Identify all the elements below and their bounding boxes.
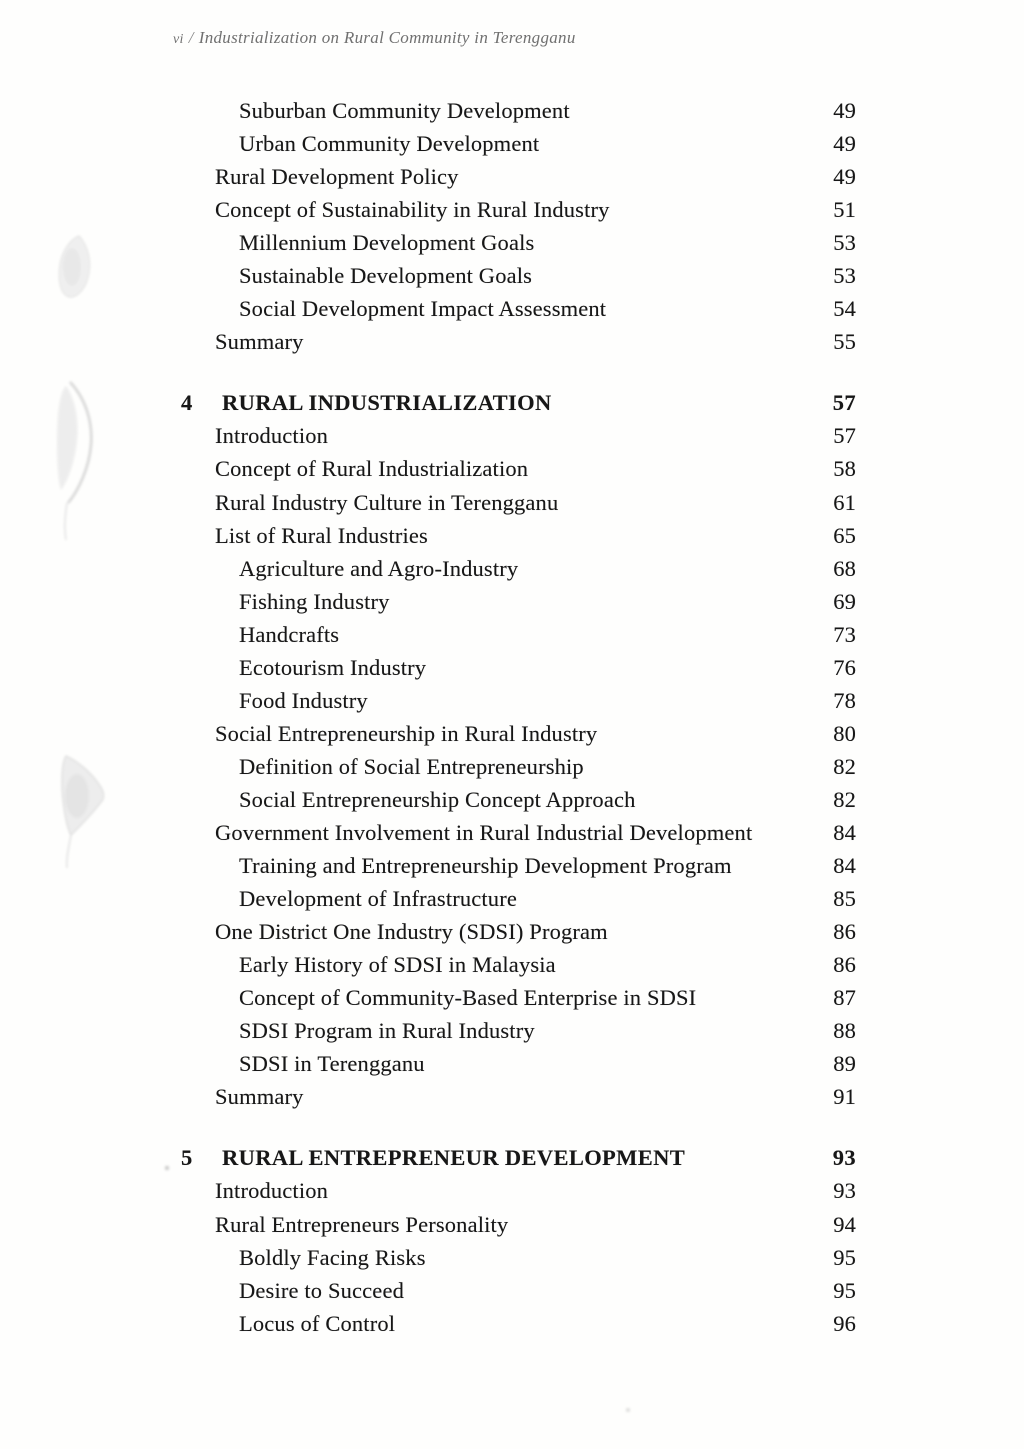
toc-entry-label: Social Development Impact Assessment	[239, 296, 607, 322]
toc-row	[180, 1212, 856, 1245]
toc-entry-label: Concept of Rural Industrialization	[215, 456, 529, 482]
toc-row	[180, 1245, 856, 1278]
toc-row	[180, 390, 856, 423]
toc-entry-label: SDSI Program in Rural Industry	[239, 1018, 535, 1044]
toc-entry-page: 95	[833, 1244, 856, 1270]
toc-entry-page: 58	[833, 456, 856, 482]
scan-smudge-upper	[59, 236, 89, 297]
toc-entry-page: 61	[833, 489, 856, 515]
toc-entry-label: Desire to Succeed	[239, 1277, 404, 1303]
toc-row	[180, 754, 856, 787]
scan-speck-bottom	[626, 1408, 630, 1412]
toc-entry-page: 93	[832, 1145, 856, 1171]
folio-page-number: vi	[173, 32, 184, 47]
toc-row	[180, 985, 856, 1018]
toc-entry-label: Ecotourism Industry	[239, 654, 427, 680]
toc-entry-label: Development of Infrastructure	[239, 886, 517, 912]
toc-row	[180, 688, 856, 721]
toc-entry-label: Locus of Control	[239, 1310, 396, 1336]
toc-entry-page: 82	[833, 753, 856, 779]
running-header	[173, 28, 576, 48]
toc-entry-page: 96	[833, 1310, 856, 1336]
toc-row	[180, 456, 856, 489]
toc-row	[180, 556, 856, 589]
scan-smudge-curve	[57, 382, 91, 540]
toc-row	[180, 197, 856, 230]
toc-row	[180, 490, 856, 523]
toc-row	[180, 329, 856, 362]
toc-entry-label: Concept of Community-Based Enterprise in SDSI	[239, 985, 697, 1011]
toc-row	[180, 423, 856, 456]
toc-row	[180, 1018, 856, 1051]
toc-entry-page: 55	[833, 329, 856, 355]
toc-entry-page: 53	[833, 230, 856, 256]
toc-entry-page: 86	[833, 952, 856, 978]
toc-entry-page: 88	[833, 1018, 856, 1044]
toc-entry-page: 69	[833, 588, 856, 614]
toc-row	[180, 1084, 856, 1117]
toc-row	[180, 622, 856, 655]
toc-entry-page: 49	[833, 98, 856, 123]
toc-entry-page: 76	[833, 654, 856, 680]
toc-row	[180, 164, 856, 197]
toc-entry-label: Rural Entrepreneurs Personality	[215, 1211, 509, 1237]
toc-row	[180, 919, 856, 952]
toc-row	[180, 886, 856, 919]
toc-entry-page: 49	[833, 164, 856, 190]
toc-entry-label: Suburban Community Development	[239, 98, 570, 123]
toc-row	[180, 1145, 856, 1178]
toc-row	[180, 1311, 856, 1344]
toc-entry-label: Food Industry	[239, 687, 368, 713]
toc-entry-page: 51	[833, 197, 856, 223]
toc-entry-page: 95	[833, 1277, 856, 1303]
toc-entry-label: Introduction	[215, 1178, 329, 1204]
toc-entry-page: 49	[833, 131, 856, 157]
toc-entry-label: Rural Industry Culture in Terengganu	[215, 489, 559, 515]
toc-row	[180, 230, 856, 263]
toc-entry-label: One District One Industry (SDSI) Program	[215, 919, 608, 945]
toc-entry-page: 94	[833, 1211, 856, 1237]
toc-entry-label: RURAL ENTREPRENEUR DEVELOPMENT	[222, 1145, 686, 1171]
toc-entry-page: 85	[833, 886, 856, 912]
toc-entry-page: 53	[833, 263, 856, 289]
chapter-number: 4	[181, 390, 193, 416]
toc-entry-label: Handcrafts	[239, 621, 340, 647]
toc-row	[180, 1278, 856, 1311]
toc-entry-label: Early History of SDSI in Malaysia	[239, 952, 556, 978]
toc-entry-label: Government Involvement in Rural Industrial Development	[215, 819, 753, 845]
toc-row	[180, 523, 856, 556]
toc-entry-page: 93	[833, 1178, 856, 1204]
toc-entry-label: Definition of Social Entrepreneurship	[239, 753, 584, 779]
toc-entry-label: Social Entrepreneurship in Rural Industry	[215, 720, 598, 746]
toc-row	[180, 589, 856, 622]
toc-row	[180, 1051, 856, 1084]
toc-entry-label: List of Rural Industries	[215, 522, 428, 548]
toc-entry-page: 78	[833, 687, 856, 713]
toc-row	[180, 131, 856, 164]
toc-entry-label: Agriculture and Agro-Industry	[239, 555, 519, 581]
table-of-contents	[180, 98, 856, 1344]
toc-entry-label: Social Entrepreneurship Concept Approach	[239, 786, 636, 812]
chapter-number: 5	[181, 1145, 193, 1171]
toc-entry-label: Summary	[215, 1084, 304, 1110]
toc-entry-label: SDSI in Terengganu	[239, 1051, 425, 1077]
toc-entry-page: 73	[833, 621, 856, 647]
toc-entry-label: Rural Development Policy	[215, 164, 459, 190]
toc-entry-label: Urban Community Development	[239, 131, 540, 157]
toc-row	[180, 721, 856, 754]
scan-smudge-beak	[62, 756, 104, 868]
toc-entry-page: 86	[833, 919, 856, 945]
toc-row	[180, 1178, 856, 1211]
toc-entry-page: 84	[833, 853, 856, 879]
toc-entry-page: 65	[833, 522, 856, 548]
toc-row	[180, 296, 856, 329]
toc-entry-page: 57	[833, 423, 856, 449]
toc-row	[180, 98, 856, 131]
toc-row	[180, 853, 856, 886]
toc-entry-page: 80	[833, 720, 856, 746]
toc-entry-page: 68	[833, 555, 856, 581]
toc-entry-label: Summary	[215, 329, 304, 355]
scan-speck-chapter5	[165, 1166, 169, 1170]
toc-entry-page: 57	[832, 390, 856, 416]
toc-entry-label: Concept of Sustainability in Rural Industry	[215, 197, 610, 223]
toc-entry-label: Training and Entrepreneurship Development Program	[239, 853, 732, 879]
toc-entry-label: Fishing Industry	[239, 588, 390, 614]
toc-row	[180, 263, 856, 296]
toc-row	[180, 787, 856, 820]
toc-entry-label: RURAL INDUSTRIALIZATION	[222, 390, 552, 416]
toc-entry-page: 89	[833, 1051, 856, 1077]
toc-entry-page: 54	[833, 296, 856, 322]
toc-entry-label: Millennium Development Goals	[239, 230, 535, 256]
toc-entry-label: Boldly Facing Risks	[239, 1244, 426, 1270]
header-separator: /	[188, 28, 194, 47]
toc-row	[180, 820, 856, 853]
toc-entry-page: 82	[833, 786, 856, 812]
toc-entry-label: Sustainable Development Goals	[239, 263, 533, 289]
toc-entry-label: Introduction	[215, 423, 329, 449]
running-header-title: Industrialization on Rural Community in Terengganu	[198, 28, 576, 47]
toc-entry-page: 84	[833, 819, 856, 845]
toc-row	[180, 952, 856, 985]
toc-entry-page: 91	[833, 1084, 856, 1110]
toc-entry-page: 87	[833, 985, 856, 1011]
toc-row	[180, 655, 856, 688]
